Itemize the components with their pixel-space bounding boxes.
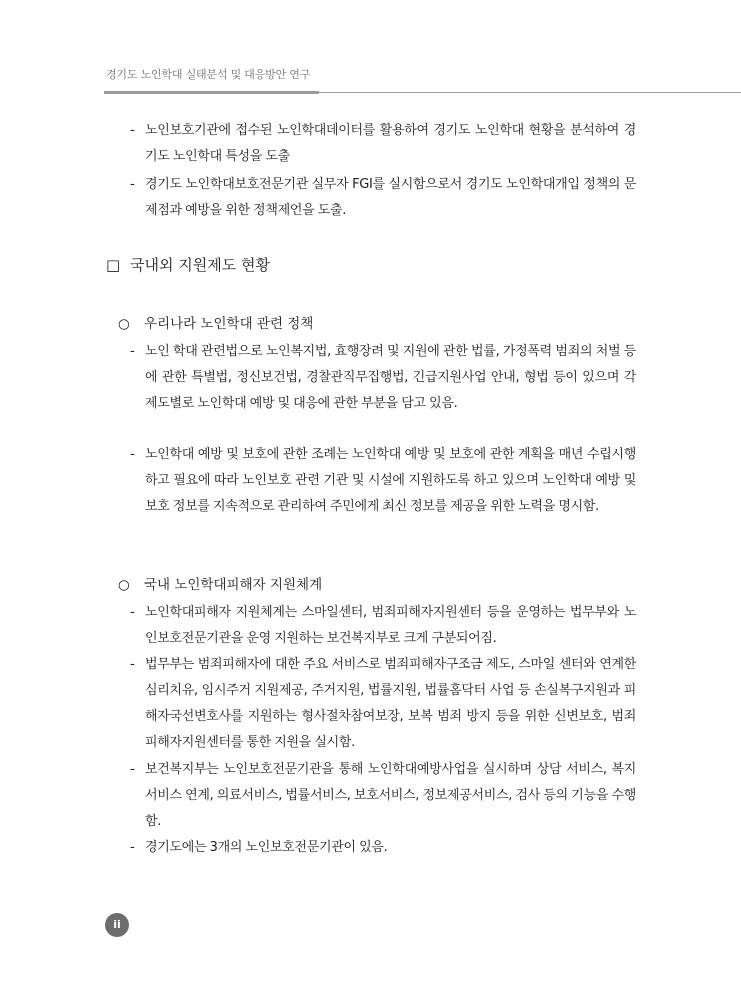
list-item-text: 노인학대 예방 및 보호에 관한 조례는 노인학대 예방 및 보호에 관한 계획을 매년 수립시행하고 필요에 따라 노인보호 관련 기관 및 시설에 지원하도록 하고 있으며 노인학대 예방 및 보호 정보를 지속적으로 관리하여 주민에게 최신 정보를 제공을 위한 노력을 명시함. [145,447,636,514]
subsection-heading [118,572,322,598]
dash-bullet: - [130,605,135,620]
support-list-item [130,600,636,652]
list-item-text: 경기도에는 3개의 노인보호전문기관이 있음. [145,840,388,855]
dash-bullet: - [130,447,135,462]
dash-bullet: - [130,344,135,359]
list-item-text: 보건복지부는 노인보호전문기관을 통해 노인학대예방사업을 실시하며 상담 서비스, 복지서비스 연계, 의료서비스, 법률서비스, 보호서비스, 정보제공서비스, 검사 등의 기능을 수행함. [145,762,636,829]
intro-list-item [130,118,636,170]
square-bullet-icon: □ [106,256,121,274]
list-item-text: 경기도 노인학대보호전문기관 실무자 FGI를 실시함으로서 경기도 노인학대개입 정책의 문제점과 예방을 위한 정책제언을 도출. [145,177,636,218]
dash-bullet: - [130,177,135,192]
subsection-title: 국내 노인학대피해자 지원체계 [144,577,323,593]
subsection-title: 우리나라 노인학대 관련 정책 [144,316,314,332]
list-item-text: 법무부는 범죄피해자에 대한 주요 서비스로 범죄피해자구조금 제도, 스마일 센터와 연계한 심리치유, 임시주거 지원제공, 주거지원, 법률지원, 법률홈닥터 사업 등 손실복구지원과 피해자국선변호사를 지원하는 형사절차참여보장, 보복 범죄 방지 등을 위한 신변보호, 범죄피해자지원센터를 통한 지원을 실시함. [145,657,636,750]
header-accent-bar [104,91,319,94]
policy-list-item [130,442,636,520]
dash-bullet: - [130,840,135,855]
section-heading [106,252,270,278]
list-item-text: 노인보호기관에 접수된 노인학대데이터를 활용하여 경기도 노인학대 현황을 분석하여 경기도 노인학대 특성을 도출 [145,123,636,164]
circle-bullet-icon: ○ [118,316,130,332]
dash-bullet: - [130,657,135,672]
support-list-item [130,652,636,756]
circle-bullet-icon: ○ [118,577,130,593]
policy-list-item [130,339,636,417]
page-number-badge: ii [105,913,129,937]
dash-bullet: - [130,762,135,777]
header-title: 경기도 노인학대 실태분석 및 대응방안 연구 [106,68,311,81]
dash-bullet: - [130,123,135,138]
section-title: 국내외 지원제도 현황 [130,256,270,274]
support-list-item [130,757,636,835]
support-list-item [130,835,636,861]
intro-list-item [130,172,636,224]
list-item-text: 노인학대피해자 지원체계는 스마일센터, 범죄피해자지원센터 등을 운영하는 법무부와 노인보호전문기관을 운영 지원하는 보건복지부로 크게 구분되어짐. [145,605,636,646]
subsection-heading [118,311,313,337]
list-item-text: 노인 학대 관련법으로 노인복지법, 효행장려 및 지원에 관한 법률, 가정폭력 범죄의 처벌 등에 관한 특별법, 정신보건법, 경찰관직무집행법, 긴급지원사업 안내, 형법 등이 있으며 각 제도별로 노인학대 예방 및 대응에 관한 부분을 담고 있음. [145,344,636,411]
